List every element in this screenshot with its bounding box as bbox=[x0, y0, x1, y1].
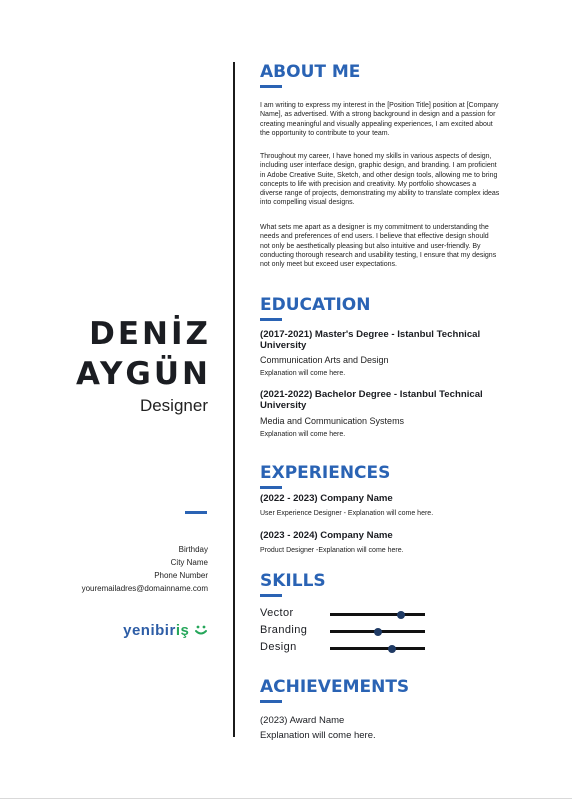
skill-bar-vector bbox=[330, 613, 425, 616]
experience-note-2: Product Designer -Explanation will come here. bbox=[260, 547, 404, 554]
skill-level-marker bbox=[374, 628, 382, 636]
logo-text-part1: yenibir bbox=[123, 622, 176, 639]
brand-logo bbox=[123, 622, 208, 639]
about-underline bbox=[260, 85, 282, 88]
smile-icon bbox=[194, 624, 208, 636]
experience-title-1: (2022 - 2023) Company Name bbox=[260, 493, 393, 504]
experience-note-1: User Experience Designer - Explanation will come here. bbox=[260, 510, 434, 517]
skill-bar-design bbox=[330, 647, 425, 650]
achievements-underline bbox=[260, 700, 282, 703]
education-note-1: Explanation will come here. bbox=[260, 370, 346, 377]
skill-label-design: Design bbox=[260, 641, 297, 653]
about-paragraph-1: I am writing to express my interest in the [Position Title] position at [Company Name], as advertised. With a strong background in design and a passion for creating meaningful and visually appealing experiences, I am excited about the opportunity to contribute to your team. bbox=[260, 102, 499, 137]
column-divider bbox=[233, 62, 235, 737]
first-name: DENİZ bbox=[89, 316, 211, 352]
education-title-2: (2021-2022) Bachelor Degree - Istanbul Technical University bbox=[260, 389, 483, 411]
logo-text-part2: iş bbox=[175, 622, 190, 639]
experiences-heading: EXPERIENCES bbox=[260, 463, 391, 483]
education-title-1: (2017-2021) Master's Degree - Istanbul Technical University bbox=[260, 329, 481, 351]
job-title: Designer bbox=[139, 396, 208, 415]
education-field-1: Communication Arts and Design bbox=[260, 355, 389, 365]
achievement-award: (2023) Award Name bbox=[260, 715, 345, 726]
last-name: AYGÜN bbox=[75, 356, 211, 392]
skill-label-branding: Branding bbox=[260, 624, 308, 636]
skill-level-marker bbox=[397, 611, 405, 619]
accent-divider bbox=[185, 511, 207, 514]
education-note-2: Explanation will come here. bbox=[260, 431, 346, 438]
contact-birthday: Birthday bbox=[178, 545, 208, 554]
contact-email: youremailadres@domainname.com bbox=[81, 584, 208, 593]
experiences-underline bbox=[260, 486, 282, 489]
skill-bar-branding bbox=[330, 630, 425, 633]
about-paragraph-3: What sets me apart as a designer is my commitment to understanding the needs and preferences of end users. I believe that effective design should not only be aesthetically pleasing but also intuitive and user-friendly. By conducting thorough research and usability testing, I ensure that my designs not only meet but exceed user expectations. bbox=[260, 224, 497, 269]
contact-city: City Name bbox=[170, 558, 208, 567]
achievement-note: Explanation will come here. bbox=[260, 730, 376, 741]
about-heading: ABOUT ME bbox=[260, 62, 361, 82]
skills-heading: SKILLS bbox=[260, 571, 326, 591]
education-heading: EDUCATION bbox=[260, 295, 371, 315]
contact-phone: Phone Number bbox=[154, 571, 208, 580]
skill-label-vector: Vector bbox=[260, 607, 294, 619]
education-underline bbox=[260, 318, 282, 321]
experience-title-2: (2023 - 2024) Company Name bbox=[260, 530, 393, 541]
skill-level-marker bbox=[388, 645, 396, 653]
education-field-2: Media and Communication Systems bbox=[260, 416, 405, 426]
achievements-heading: ACHIEVEMENTS bbox=[260, 677, 410, 697]
skills-underline bbox=[260, 594, 282, 597]
page-bottom-edge bbox=[0, 798, 572, 799]
about-paragraph-2: Throughout my career, I have honed my skills in various aspects of design, including user interface design, graphic design, and branding. I am proficient in Adobe Creative Suite, Sketch, and other design tools, allowing me to bring concepts to life with precision and creativity. My portfolio showcases a diverse range of projects, demonstrating my ability to translate complex ideas into compelling visual designs. bbox=[260, 153, 500, 207]
